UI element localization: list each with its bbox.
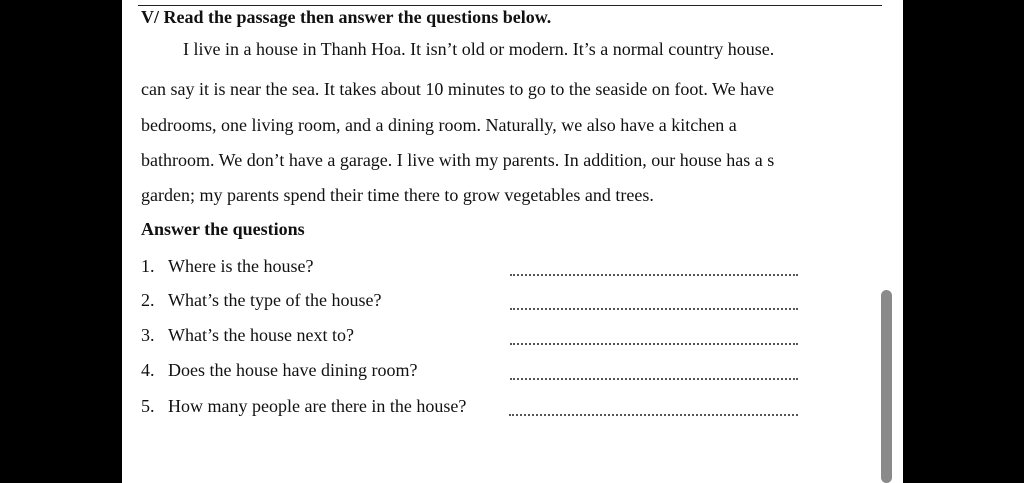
question-item — [141, 290, 801, 314]
left-frame — [0, 0, 122, 483]
answer-blank[interactable] — [510, 325, 798, 345]
answer-blank[interactable] — [510, 360, 798, 380]
passage-line-2: can say it is near the sea. It takes about 10 minutes to go to the seaside on foot. We have — [141, 79, 775, 99]
question-number: 3. — [141, 325, 155, 345]
questions-heading: Answer the questions — [141, 219, 305, 239]
passage-line-4: bathroom. We don’t have a garage. I live with my parents. In addition, our house has a s — [141, 150, 775, 170]
question-text: What’s the house next to? — [168, 325, 354, 345]
question-item — [141, 396, 801, 420]
passage-line-3: bedrooms, one living room, and a dining room. Naturally, we also have a kitchen a — [141, 115, 737, 135]
answer-blank[interactable] — [510, 256, 798, 276]
answer-blank[interactable] — [509, 396, 798, 416]
exercise-heading: V/ Read the passage then answer the questions below. — [141, 7, 552, 27]
question-number: 1. — [141, 256, 155, 276]
question-text: Where is the house? — [168, 256, 314, 276]
document-page — [122, 0, 903, 483]
question-text: What’s the type of the house? — [168, 290, 382, 310]
answer-blank[interactable] — [510, 290, 798, 310]
right-frame — [903, 0, 1024, 483]
passage-line-1: I live in a house in Thanh Hoa. It isn’t old or modern. It’s a normal country house. — [183, 39, 775, 59]
question-number: 2. — [141, 290, 155, 310]
question-text: How many people are there in the house? — [168, 396, 467, 416]
question-item — [141, 360, 801, 384]
top-rule — [138, 5, 882, 6]
question-item — [141, 256, 801, 280]
passage-line-5: garden; my parents spend their time there to grow vegetables and trees. — [141, 185, 654, 205]
question-item — [141, 325, 801, 349]
scrollbar-thumb[interactable] — [881, 290, 892, 483]
question-number: 4. — [141, 360, 155, 380]
question-text: Does the house have dining room? — [168, 360, 418, 380]
question-number: 5. — [141, 396, 155, 416]
